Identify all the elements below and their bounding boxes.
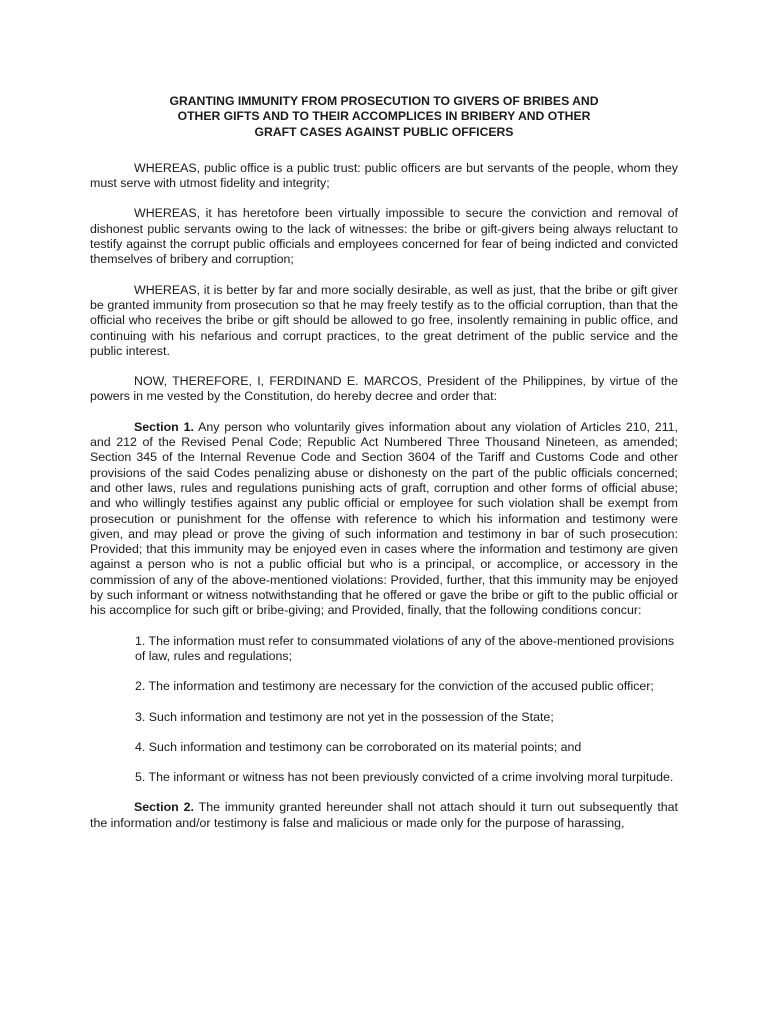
whereas-clause-2: WHEREAS, it has heretofore been virtually impossible to secure the conviction and removal of dishonest public servants owing to the lack of witnesses: the bribe or gift-givers being always reluctant to testify against the corrupt public officials and employees concerned for fear of being indicted and convicted themselves of bribery and corruption; bbox=[90, 206, 678, 267]
title-line: GRANTING IMMUNITY FROM PROSECUTION TO GIVERS OF BRIBES AND bbox=[169, 94, 599, 108]
conditions-list bbox=[90, 634, 678, 786]
condition-item: 5. The informant or witness has not been previously convicted of a crime involving moral turpitude. bbox=[135, 770, 674, 785]
condition-item: 2. The information and testimony are necessary for the conviction of the accused public officer; bbox=[135, 679, 654, 694]
whereas-clause-3: WHEREAS, it is better by far and more socially desirable, as well as just, that the bribe or gift giver be granted immunity from prosecution so that he may freely testify as to the official corruption, than that the official who receives the bribe or gift should be allowed to go free, insolently remaining in public office, and continuing with his nefarious and corrupt practices, to the great detriment of the public service and the public interest. bbox=[90, 282, 678, 358]
section-2 bbox=[90, 800, 678, 831]
section-2-text: The immunity granted hereunder shall not attach should it turn out subsequently that the information and/or testimony is false and malicious or made only for the purpose of harassing, bbox=[90, 800, 678, 830]
document-page bbox=[90, 94, 678, 846]
section-2-label: Section 2. bbox=[134, 800, 194, 815]
condition-item: 4. Such information and testimony can be corroborated on its material points; and bbox=[135, 739, 582, 754]
section-1 bbox=[90, 420, 678, 619]
document-title bbox=[90, 94, 678, 140]
section-1-text: Any person who voluntarily gives information about any violation of Articles 210, 211, and 212 of the Revised Penal Code; Republic Act Numbered Three Thousand Nineteen, as amended; Section 345 of the Internal Revenue Code and Section 3604 of the Tariff and Customs Code and other provisions of the said Codes penalizing abuse or dishonesty on the part of the public officials concerned; and other laws, rules and regulations punishing acts of graft, corruption and other forms of official abuse; and who willingly testifies against any public official or employee for such violation shall be exempt from prosecution or punishment for the offense with reference to which his information and testimony were given, and may plead or prove the giving of such information and testimony in bar of such prosecution: Provided; that this immunity may be enjoyed even in cases where the information and testimony are given against a person who is not a public official but who is a principal, or accomplice, or accessory in the commission of any of the above-mentioned violations: Provided, further, that this immunity may be enjoyed by such informant or witness notwithstanding that he offered or gave the bribe or gift to the public official or his accomplice for such gift or bribe-giving; and Provided, finally, that the following conditions concur: bbox=[90, 419, 679, 618]
whereas-clause-1: WHEREAS, public office is a public trust: public officers are but servants of the people, whom they must serve with utmost fidelity and integrity; bbox=[90, 160, 678, 191]
title-line: GRAFT CASES AGAINST PUBLIC OFFICERS bbox=[254, 124, 514, 139]
title-line: OTHER GIFTS AND TO THEIR ACCOMPLICES IN BRIBERY AND OTHER bbox=[177, 109, 591, 124]
condition-item: 3. Such information and testimony are not yet in the possession of the State; bbox=[135, 709, 554, 724]
condition-item: 1. The information must refer to consummated violations of any of the above-mentioned provisions of law, rules and regulations; bbox=[135, 633, 675, 663]
section-1-label: Section 1. bbox=[134, 419, 194, 434]
decree-preamble: NOW, THEREFORE, I, FERDINAND E. MARCOS, President of the Philippines, by virtue of the powers in me vested by the Constitution, do hereby decree and order that: bbox=[90, 374, 678, 404]
